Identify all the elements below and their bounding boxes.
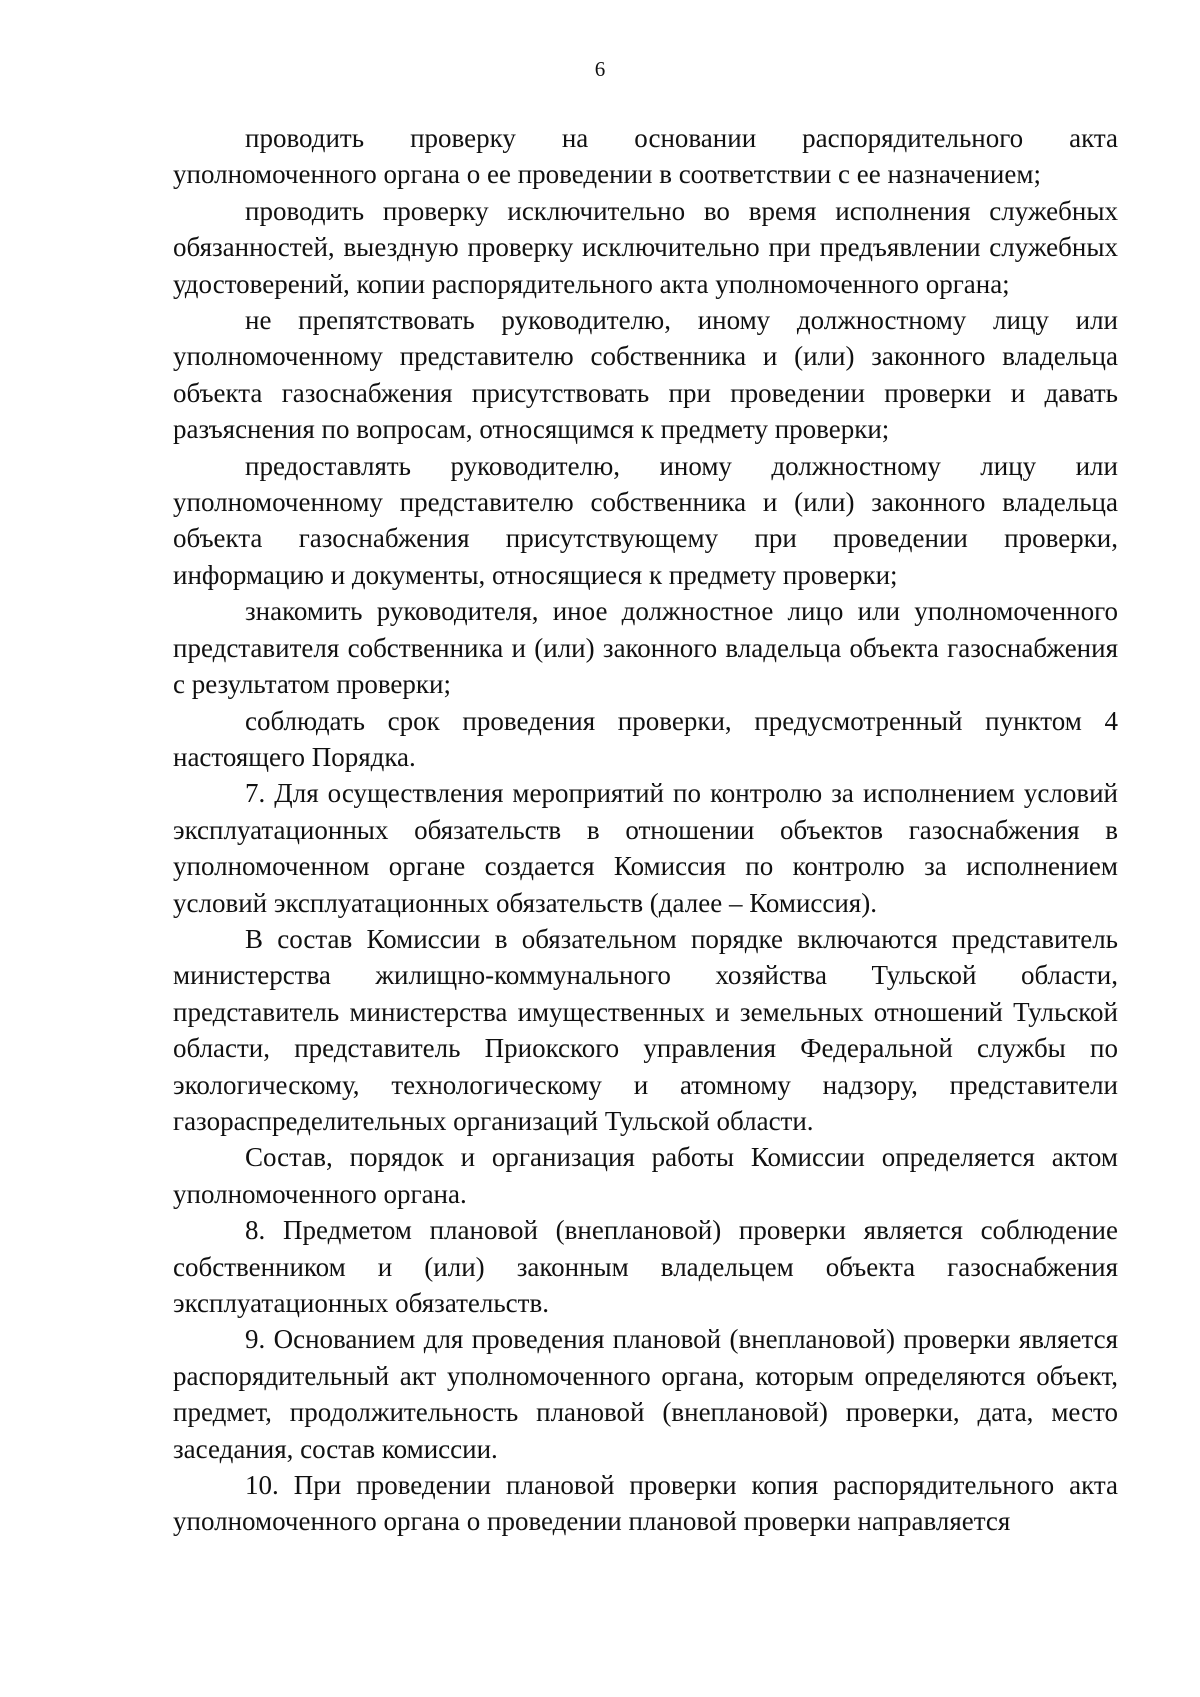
page-number: 6 bbox=[594, 57, 606, 81]
document-body bbox=[173, 120, 1118, 1540]
paragraph-item-8: 8. Предметом плановой (внеплановой) проверки является соблюдение собственником и (или) законным владельцем объекта газоснабжения эксплуатационных обязательств. bbox=[173, 1215, 1118, 1318]
paragraph-observe-deadline: соблюдать срок проведения проверки, предусмотренный пунктом 4 настоящего Порядка. bbox=[173, 705, 1118, 772]
paragraph-not-obstruct: не препятствовать руководителю, иному должностному лицу или уполномоченному представителю собственника и (или) законного владельца объекта газоснабжения присутствовать при проведении проверки и давать разъяснения по вопросам, относящимся к предмету проверки; bbox=[173, 305, 1118, 445]
paragraph-inform-results: знакомить руководителя, иное должностное лицо или уполномоченного представителя собственника и (или) законного владельца объекта газоснабжения с результатом проверки; bbox=[173, 596, 1118, 700]
paragraph-item-7: 7. Для осуществления мероприятий по контролю за исполнением условий эксплуатационных обязательств в отношении объектов газоснабжения в уполномоченном органе создается Комиссия по контролю за исполнением условий эксплуатационных обязательств (далее – Комиссия). bbox=[173, 778, 1118, 918]
paragraph-inspection-basis: проводить проверку на основании распорядительного акта уполномоченного органа о ее проведении в соответствии с ее назначением; bbox=[173, 123, 1118, 190]
paragraph-item-9: 9. Основанием для проведения плановой (внеплановой) проверки является распорядительный акт уполномоченного органа, которым определяются объект, предмет, продолжительность плановой (внеплановой) проверки, дата, место заседания, состав комиссии. bbox=[173, 1324, 1118, 1464]
paragraph-inspection-duty-hours: проводить проверку исключительно во время исполнения служебных обязанностей, выездную проверку исключительно при предъявлении служебных удостоверений, копии распорядительного акта уполномоченного органа; bbox=[173, 195, 1118, 299]
paragraph-commission-membership: В состав Комиссии в обязательном порядке включаются представитель министерства жилищно-коммунального хозяйства Тульской области, представитель министерства имущественных и земельных отношений Тульской области, представитель Приокского управления Федеральной службы по экологическому, технологическому и атомному надзору, представители газораспределительных организаций Тульской области. bbox=[173, 923, 1118, 1136]
paragraph-provide-information: предоставлять руководителю, иному должностному лицу или уполномоченному представителю собственника и (или) законного владельца объекта газоснабжения присутствующему при проведении проверки, информацию и документы, относящиеся к предмету проверки; bbox=[173, 450, 1118, 590]
paragraph-item-10: 10. При проведении плановой проверки копия распорядительного акта уполномоченного органа о проведении плановой проверки направляется bbox=[173, 1470, 1118, 1537]
paragraph-commission-procedure: Состав, порядок и организация работы Комиссии определяется актом уполномоченного органа. bbox=[173, 1142, 1118, 1209]
